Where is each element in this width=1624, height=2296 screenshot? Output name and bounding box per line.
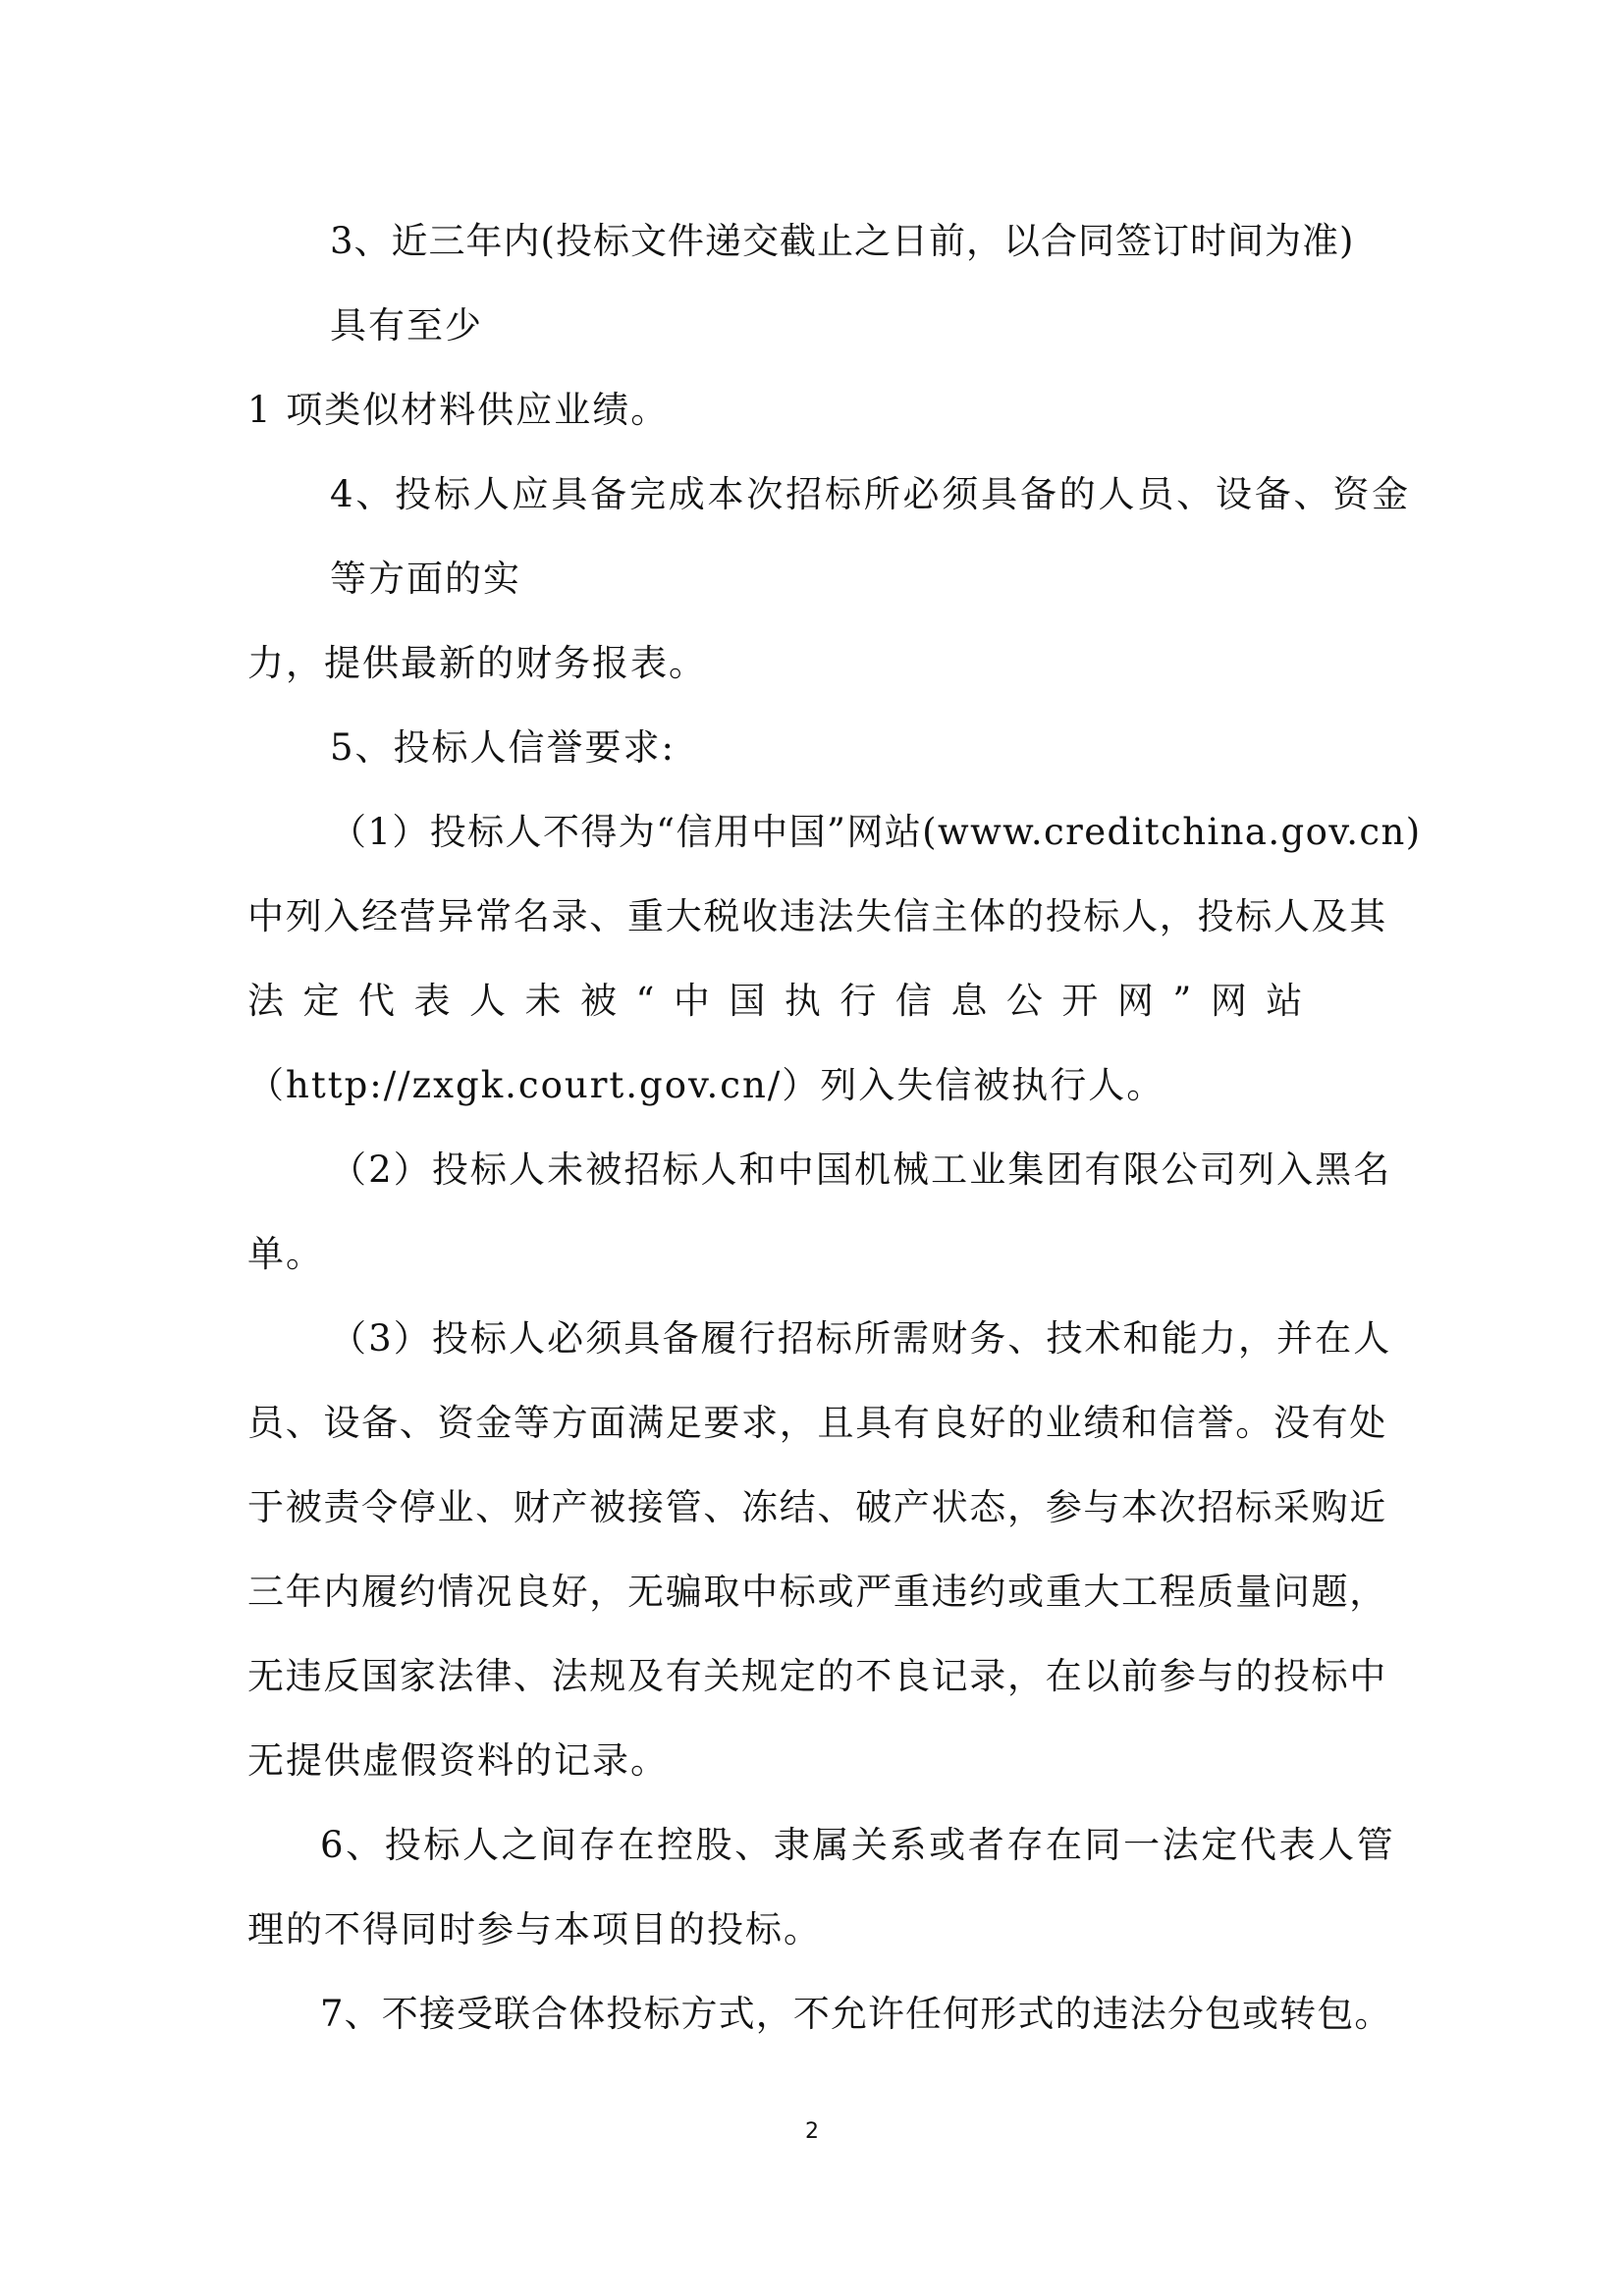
text-line-22: 7、不接受联合体投标方式，不允许任何形式的违法分包或转包。 bbox=[320, 1993, 1392, 2035]
text-line-20: 6、投标人之间存在控股、隶属关系或者存在同一法定代表人管 bbox=[320, 1824, 1396, 1866]
text-line-4: 4、投标人应具备完成本次招标所必须具备的人员、设备、资金 bbox=[330, 473, 1411, 515]
text-line-19: 无提供虚假资料的记录。 bbox=[247, 1739, 669, 1782]
text-line-1: 3、近三年内(投标文件递交截止之日前，以合同签订时间为准) bbox=[330, 220, 1355, 262]
text-line-15: 员、设备、资金等方面满足要求，且具有良好的业绩和信誉。没有处 bbox=[247, 1402, 1387, 1444]
text-line-3: 1 项类似材料供应业绩。 bbox=[247, 389, 670, 431]
text-line-13: 单。 bbox=[247, 1233, 324, 1275]
text-line-14: （3）投标人必须具备履行招标所需财务、技术和能力，并在人 bbox=[330, 1317, 1392, 1360]
text-line-5: 等方面的实 bbox=[330, 558, 521, 600]
text-line-7: 5、投标人信誉要求: bbox=[330, 726, 677, 769]
text-line-17: 三年内履约情况良好，无骗取中标或严重违约或重大工程质量问题， bbox=[247, 1571, 1387, 1613]
text-line-6: 力，提供最新的财务报表。 bbox=[247, 642, 707, 684]
text-line-10: 法定代表人未被“中国执行信息公开网”网站 bbox=[247, 980, 1322, 1022]
text-line-8: （1）投标人不得为“信用中国”网站(www.creditchina.gov.cn) bbox=[330, 811, 1422, 853]
text-line-21: 理的不得同时参与本项目的投标。 bbox=[247, 1908, 822, 1950]
text-line-16: 于被责令停业、财产被接管、冻结、破产状态，参与本次招标采购近 bbox=[247, 1486, 1387, 1528]
text-line-12: （2）投标人未被招标人和中国机械工业集团有限公司列入黑名 bbox=[330, 1148, 1392, 1191]
text-line-9: 中列入经营异常名录、重大税收违法失信主体的投标人，投标人及其 bbox=[247, 895, 1387, 937]
text-line-2: 具有至少 bbox=[330, 304, 483, 347]
text-line-11: （http://zxgk.court.gov.cn/）列入失信被执行人。 bbox=[247, 1064, 1165, 1106]
page-number: 2 bbox=[805, 2119, 819, 2144]
text-line-18: 无违反国家法律、法规及有关规定的不良记录，在以前参与的投标中 bbox=[247, 1655, 1387, 1697]
